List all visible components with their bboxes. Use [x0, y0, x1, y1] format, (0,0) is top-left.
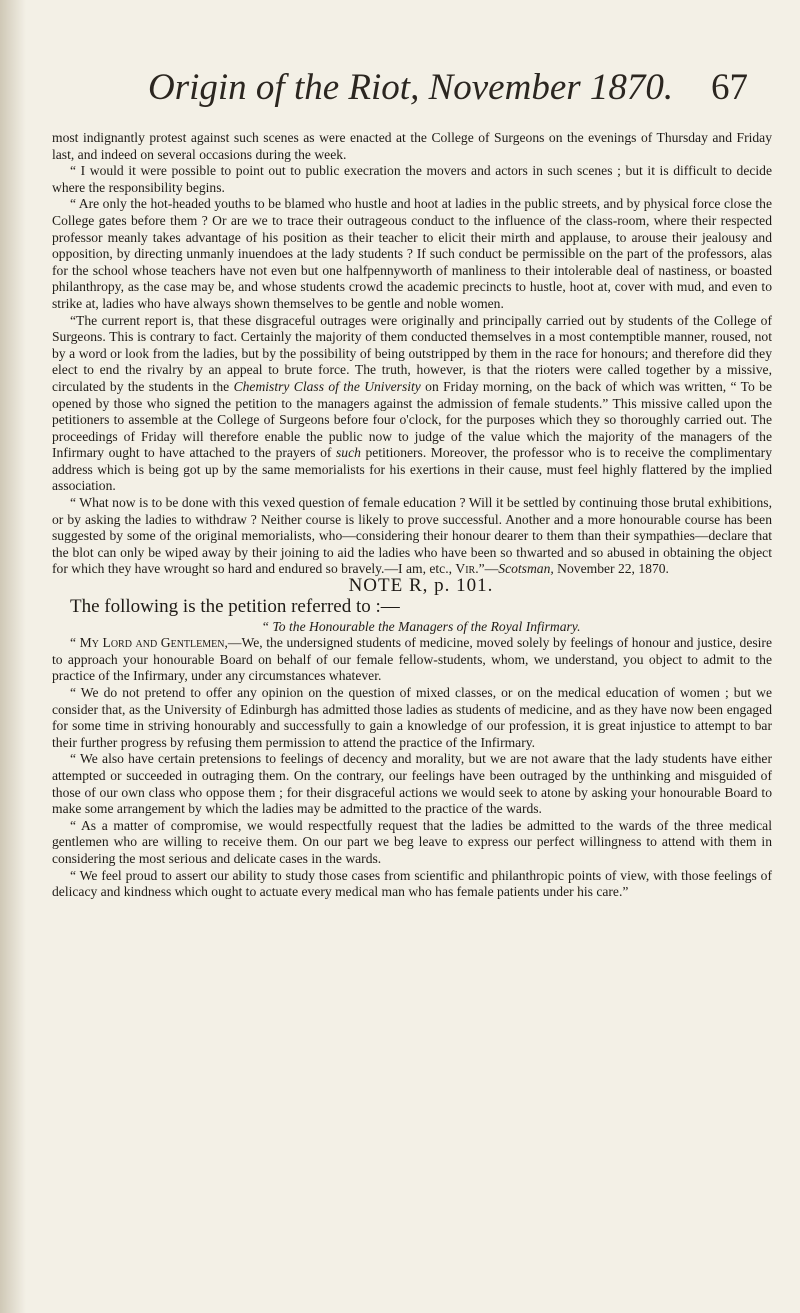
page-number: 67 — [711, 67, 748, 108]
source-scotsman: Scotsman, — [498, 561, 554, 577]
chapter-title: Origin of the Riot, November 1870. — [148, 67, 674, 108]
petition-paragraph-5: “ We feel proud to assert our ability to study those cases from scientific and philanthropic points of view, with those feelings of delicacy and kindness which ought to actuate every medical man who has female patients under his care.” — [52, 867, 772, 900]
paragraph-4 — [52, 313, 772, 496]
petition-address: “ To the Honourable the Managers of the Royal Infirmary. — [261, 618, 581, 634]
paragraph-2: “ I would it were possible to point out to public execration the movers and actors in such scenes ; but it is difficult to decide where the responsibility begins. — [52, 163, 772, 195]
petition-paragraph-4: “ As a matter of compromise, we would respectfully request that the ladies be admitted to the wards of the three medical gentlemen who are willing to receive them. On our part we beg leave to express our perfect willingness to attend with them in considering the most serious and delicate cases in the wards. — [52, 817, 772, 866]
petition-paragraph-1-text: —We, the undersigned students of medicine, moved solely by feelings of honour and justice, desire to approach your honourable Board on behalf of our female fellow-students, whom, we understand, you object to admit to the practice of the Infirmary, under any circumstances whatever. — [52, 635, 772, 684]
chemistry-class-italic: Chemistry Class of the University — [233, 378, 421, 394]
paragraph-3: “ Are only the hot-headed youths to be blamed who hustle and hoot at ladies in the public streets, and by physical force close the College gates before them ? Or are we to trace their outrageous conduct to the influence of the class-room, where their respected professor meanly takes advantage of his position as their teacher to elicit their mirth and applause, to arouse their jealousy and opposition, by directing unmanly inuendoes at the lady students ? If such conduct be permissible on the part of the professors, alas for the school whose teachers have not even but one halfpennyworth of manliness to their intolerable deal of nastiness, or boasted philanthropy, as the case may be, and whose students crowd the academic precincts to hustle, hoot at, cover with mud, and even to strike at, ladies who have always shown themselves to be gentle and noble women. — [52, 196, 772, 311]
body-text — [52, 130, 772, 901]
petition-paragraph-3: “ We also have certain pretensions to feelings of decency and morality, but we are not aware that the lady students have either attempted or succeeded in outraging them. On the contrary, our feelings have been outraged by the unthinking and misguided of those of our own class who oppose them ; for their disgraceful actions we would seek to atone by asking your honourable Board to make some arrangement by which the ladies may be admitted to the practice of the wards. — [52, 751, 772, 817]
petition-paragraph-2: “ We do not pretend to offer any opinion on the question of mixed classes, or on the medical education of women ; but we consider that, as the University of Edinburgh has admitted those ladies as students of medicine, and as they have now been engaged for some time in striving honourably and successfully to gain a knowledge of our profession, it is great injustice to attempt to bar their further progress by refusing them permission to attend the practice of the Infirmary. — [52, 685, 772, 750]
such-italic: such — [336, 445, 361, 461]
paragraph-4-text-c: petitioners. Moreover, the professor who is to receive the complimentary address which is being got up by the same memorialists for his exertions in their cause, must feel highly flattered by the implied association. — [52, 445, 772, 494]
paragraph-4-text-a: “The current report is, that these disgraceful outrages were originally and principally carried out by students of the College of Surgeons. This is contrary to fact. Certainly the majority of them conducted themselves in a most contemptible manner, roused, not by a word or look from the ladies, but by the possibility of being outstripped by them in the race for honours; and therefore did they elect to end the rivalry by an appeal to brute force. The truth, however, is that the rioters were called together by a missive, circulated by the students in the — [52, 312, 772, 394]
note-intro: The following is the petition referred to :— — [70, 595, 400, 617]
paragraph-5-text-c: November 22, 1870. — [553, 561, 669, 577]
paragraph-5-text-a: “ What now is to be done with this vexed question of female education ? Will it be settled by continuing those brutal exhibitions, or by asking the ladies to withdraw ? Neither course is likely to prove successful. Another and a more honourable course has been suggested by some of the original memorialists, who—considering their honour dearer to them than their sympathies—declare that the blot can only be wiped away by their joining to aid the ladies who have been so thwarted and so abused in obtaining the object for which they have wrought so hard and endured so bravely.—I am, etc., — [52, 495, 772, 577]
signature-vir: Vir. — [455, 561, 479, 577]
running-head — [148, 66, 748, 109]
note-heading: NOTE R, p. 101. — [348, 575, 494, 597]
petition-salutation: “ My Lord and Gentlemen, — [70, 635, 228, 651]
paragraph-1: most indignantly protest against such scenes as were enacted at the College of Surgeons on the evenings of Thursday and Friday last, and indeed on several occasions during the week. — [52, 130, 772, 162]
paragraph-5-text-b: ”— — [478, 561, 499, 577]
paragraph-5 — [52, 495, 772, 578]
paragraph-4-text-b: on Friday morning, on the back of which was written, “ To be opened by those who signed the petition to the managers against the admission of female students.” This missive called upon the petitioners to assemble at the College of Surgeons before four o'clock, for the purposes which they so thoroughly carried out. The proceedings of Friday will therefore enable the public now to judge of the value which the majority of the managers of the Infirmary ought to have attached to the prayers of — [52, 378, 772, 461]
page-gutter-shadow — [0, 0, 26, 1313]
petition-paragraph-1 — [52, 635, 772, 685]
